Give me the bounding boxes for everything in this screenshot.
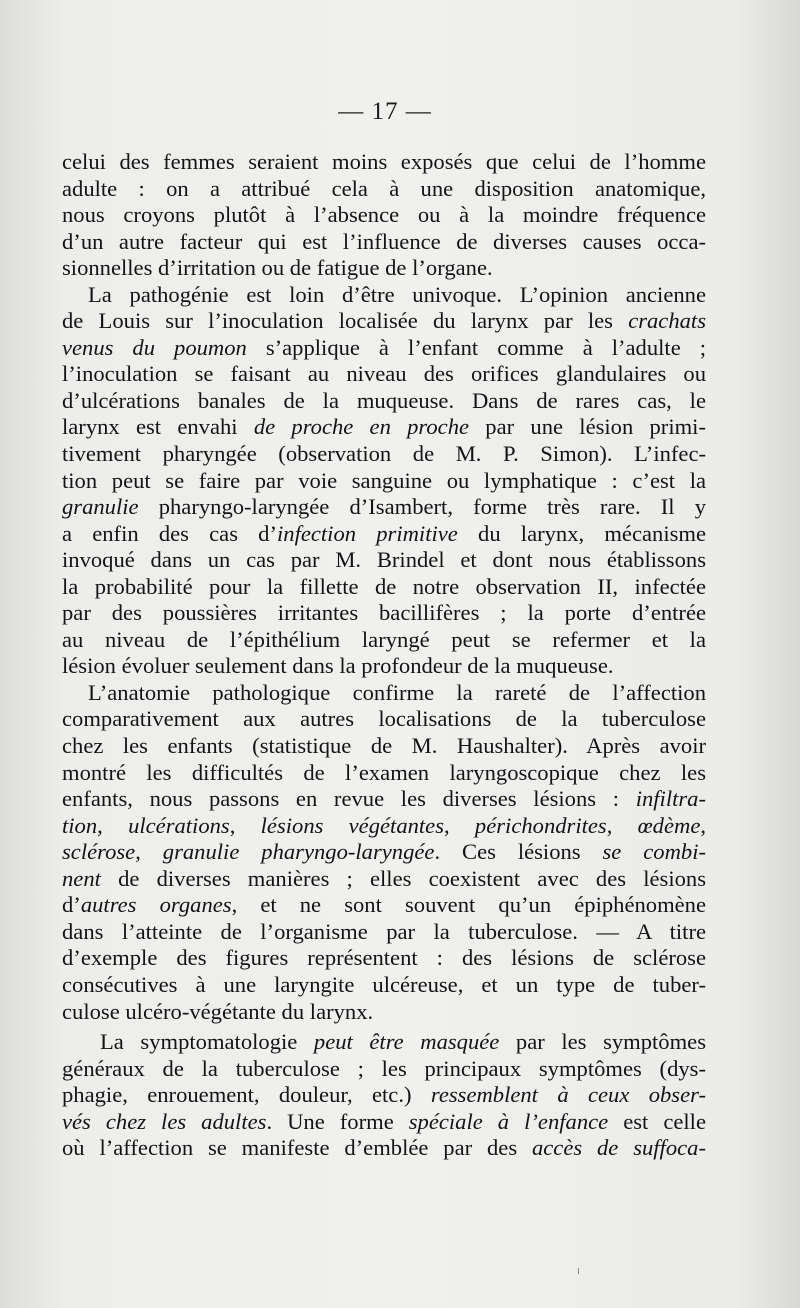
body-text — [62, 149, 706, 1162]
text-segment: au niveau de l’épithélium laryngé peut se refermer et la — [62, 626, 706, 652]
italic-segment: infiltra- — [635, 786, 706, 812]
text-segment: enfants, nous passons en revue les diverses lésions : — [62, 786, 636, 812]
text-segment: dans l’atteinte de l’organisme par la tuberculose. — A titre — [62, 918, 706, 944]
text-segment: est celle — [608, 1108, 706, 1134]
text-segment: , — [135, 839, 163, 865]
text-segment: où l’affection se manifeste d’emblée par des — [62, 1135, 532, 1161]
text-line — [62, 627, 706, 654]
italic-segment: crachats — [628, 308, 706, 334]
text-line — [62, 521, 706, 548]
text-line — [62, 1029, 706, 1056]
text-segment: de diverses manières ; elles coexistent avec des lésions — [100, 865, 706, 891]
text-segment: a enfin des cas d’ — [62, 520, 277, 546]
text-line — [62, 892, 706, 919]
text-line — [62, 813, 706, 840]
text-segment: nous croyons plutôt à l’absence ou à la moindre fréquence — [62, 202, 706, 228]
text-line — [62, 468, 706, 495]
italic-segment: vés chez les adultes — [62, 1108, 267, 1134]
text-segment: s’applique à l’enfant comme à l’adulte ; — [246, 334, 706, 360]
text-line — [62, 999, 706, 1026]
text-line — [62, 361, 706, 388]
text-segment: d’un autre facteur qui est l’influence de diverses causes occa- — [62, 228, 706, 254]
text-segment: la probabilité pour la fillette de notre observation II, infectée — [62, 573, 706, 599]
text-line — [62, 1109, 706, 1136]
italic-segment: ressemblent à ceux obser- — [430, 1082, 706, 1108]
italic-segment: sclérose — [62, 839, 136, 865]
italic-segment: spéciale à l’enfance — [408, 1108, 609, 1134]
text-line — [62, 786, 706, 813]
text-segment: lésion évoluer seulement dans la profondeur de la muqueuse. — [62, 653, 614, 679]
italic-segment: venus du poumon — [62, 334, 247, 360]
text-line — [62, 494, 706, 521]
italic-segment: nent — [62, 865, 101, 891]
text-segment: culose ulcéro-végétante du larynx. — [62, 998, 374, 1024]
text-line — [62, 706, 706, 733]
italic-segment: lésions végétantes — [260, 812, 445, 838]
italic-segment: infection primitive — [277, 520, 458, 546]
text-segment: d’ulcérations banales de la muqueuse. Dans de rares cas, le — [62, 387, 706, 413]
text-line — [62, 547, 706, 574]
text-segment: La pathogénie est loin d’être univoque. L’opinion ancienne — [88, 281, 706, 307]
text-segment: de Louis sur l’inoculation localisée du larynx par les — [62, 308, 629, 334]
text-segment: , — [444, 812, 475, 838]
text-line — [62, 229, 706, 256]
text-line — [62, 733, 706, 760]
page-number: — 17 — — [338, 98, 432, 125]
text-segment: chez les enfants (statistique de M. Haushalter). Après avoir — [62, 733, 706, 759]
text-segment: . Ces lésions — [434, 839, 603, 865]
text-line — [62, 202, 706, 229]
text-segment: , — [97, 812, 129, 838]
text-line — [62, 945, 706, 972]
italic-segment: autres organes — [80, 892, 232, 918]
text-line — [62, 680, 706, 707]
text-line — [62, 839, 706, 866]
text-segment: par les symptômes — [499, 1029, 706, 1055]
text-segment: phagie, enrouement, douleur, etc.) — [62, 1082, 431, 1108]
text-line — [62, 414, 706, 441]
text-line — [62, 760, 706, 787]
text-line — [62, 308, 706, 335]
text-segment: consécutives à une laryngite ulcéreuse, et un type de tuber- — [62, 971, 706, 997]
text-segment: La symptomatologie — [100, 1029, 314, 1055]
text-line — [62, 972, 706, 999]
text-segment: invoqué dans un cas par M. Brindel et dont nous établissons — [62, 547, 706, 573]
text-segment: . Une forme — [266, 1108, 409, 1134]
text-segment: , — [606, 812, 638, 838]
italic-segment: de proche en proche — [253, 414, 470, 440]
text-line — [62, 1135, 706, 1162]
text-segment: comparativement aux autres localisations de la tuberculose — [62, 706, 706, 732]
text-segment: tion peut se faire par voie sanguine ou lymphatique : c’est la — [62, 467, 706, 493]
text-line — [62, 1082, 706, 1109]
text-segment: l’inoculation se faisant au niveau des orifices glandulaires ou — [62, 361, 706, 387]
text-line — [62, 1056, 706, 1083]
italic-segment: granulie pharyngo-laryngée — [162, 839, 435, 865]
text-line — [62, 388, 706, 415]
italic-segment: ulcérations — [128, 812, 230, 838]
text-segment: , et ne sont souvent qu’un épiphénomène — [231, 892, 706, 918]
text-line — [62, 441, 706, 468]
text-segment: généraux de la tuberculose ; les principaux symptômes (dys- — [62, 1055, 706, 1081]
text-segment: celui des femmes seraient moins exposés que celui de l’homme — [62, 149, 706, 174]
italic-segment: se combi- — [602, 839, 706, 865]
text-line — [62, 653, 706, 680]
text-segment: d’ — [62, 892, 81, 918]
text-segment: sionnelles d’irritation ou de fatigue de l’organe. — [62, 255, 493, 281]
text-segment: L’anatomie pathologique confirme la rareté de l’affection — [88, 679, 706, 705]
text-segment: d’exemple des figures représentent : des lésions de sclérose — [62, 945, 706, 971]
print-mark — [578, 1268, 579, 1274]
text-line — [62, 600, 706, 627]
italic-segment: granulie — [62, 494, 139, 520]
text-line — [62, 176, 706, 203]
text-line — [62, 866, 706, 893]
text-line — [62, 919, 706, 946]
italic-segment: peut être masquée — [313, 1029, 500, 1055]
text-line — [62, 574, 706, 601]
text-line — [62, 282, 706, 309]
italic-segment: accès de suffoca- — [531, 1135, 706, 1161]
text-segment: du larynx, mécanisme — [457, 520, 706, 546]
text-line — [62, 149, 706, 176]
text-segment: larynx est envahi — [62, 414, 254, 440]
italic-segment: périchondrites — [474, 812, 607, 838]
text-line — [62, 255, 706, 282]
text-segment: tivement pharyngée (observation de M. P. Simon). L’infec- — [62, 441, 706, 467]
italic-segment: tion — [62, 812, 98, 838]
text-segment: par des poussières irritantes bacillifères ; la porte d’entrée — [62, 600, 706, 626]
text-segment: adulte : on a attribué cela à une disposition anatomique, — [62, 175, 706, 201]
text-segment: par une lésion primi- — [469, 414, 706, 440]
text-segment: pharyngo-laryngée d’Isambert, forme très rare. Il y — [138, 494, 706, 520]
text-line — [62, 335, 706, 362]
text-segment: montré les difficultés de l’examen laryngoscopique chez les — [62, 759, 706, 785]
text-segment: , — [700, 812, 707, 838]
text-segment: , — [229, 812, 261, 838]
italic-segment: œdème — [637, 812, 701, 838]
